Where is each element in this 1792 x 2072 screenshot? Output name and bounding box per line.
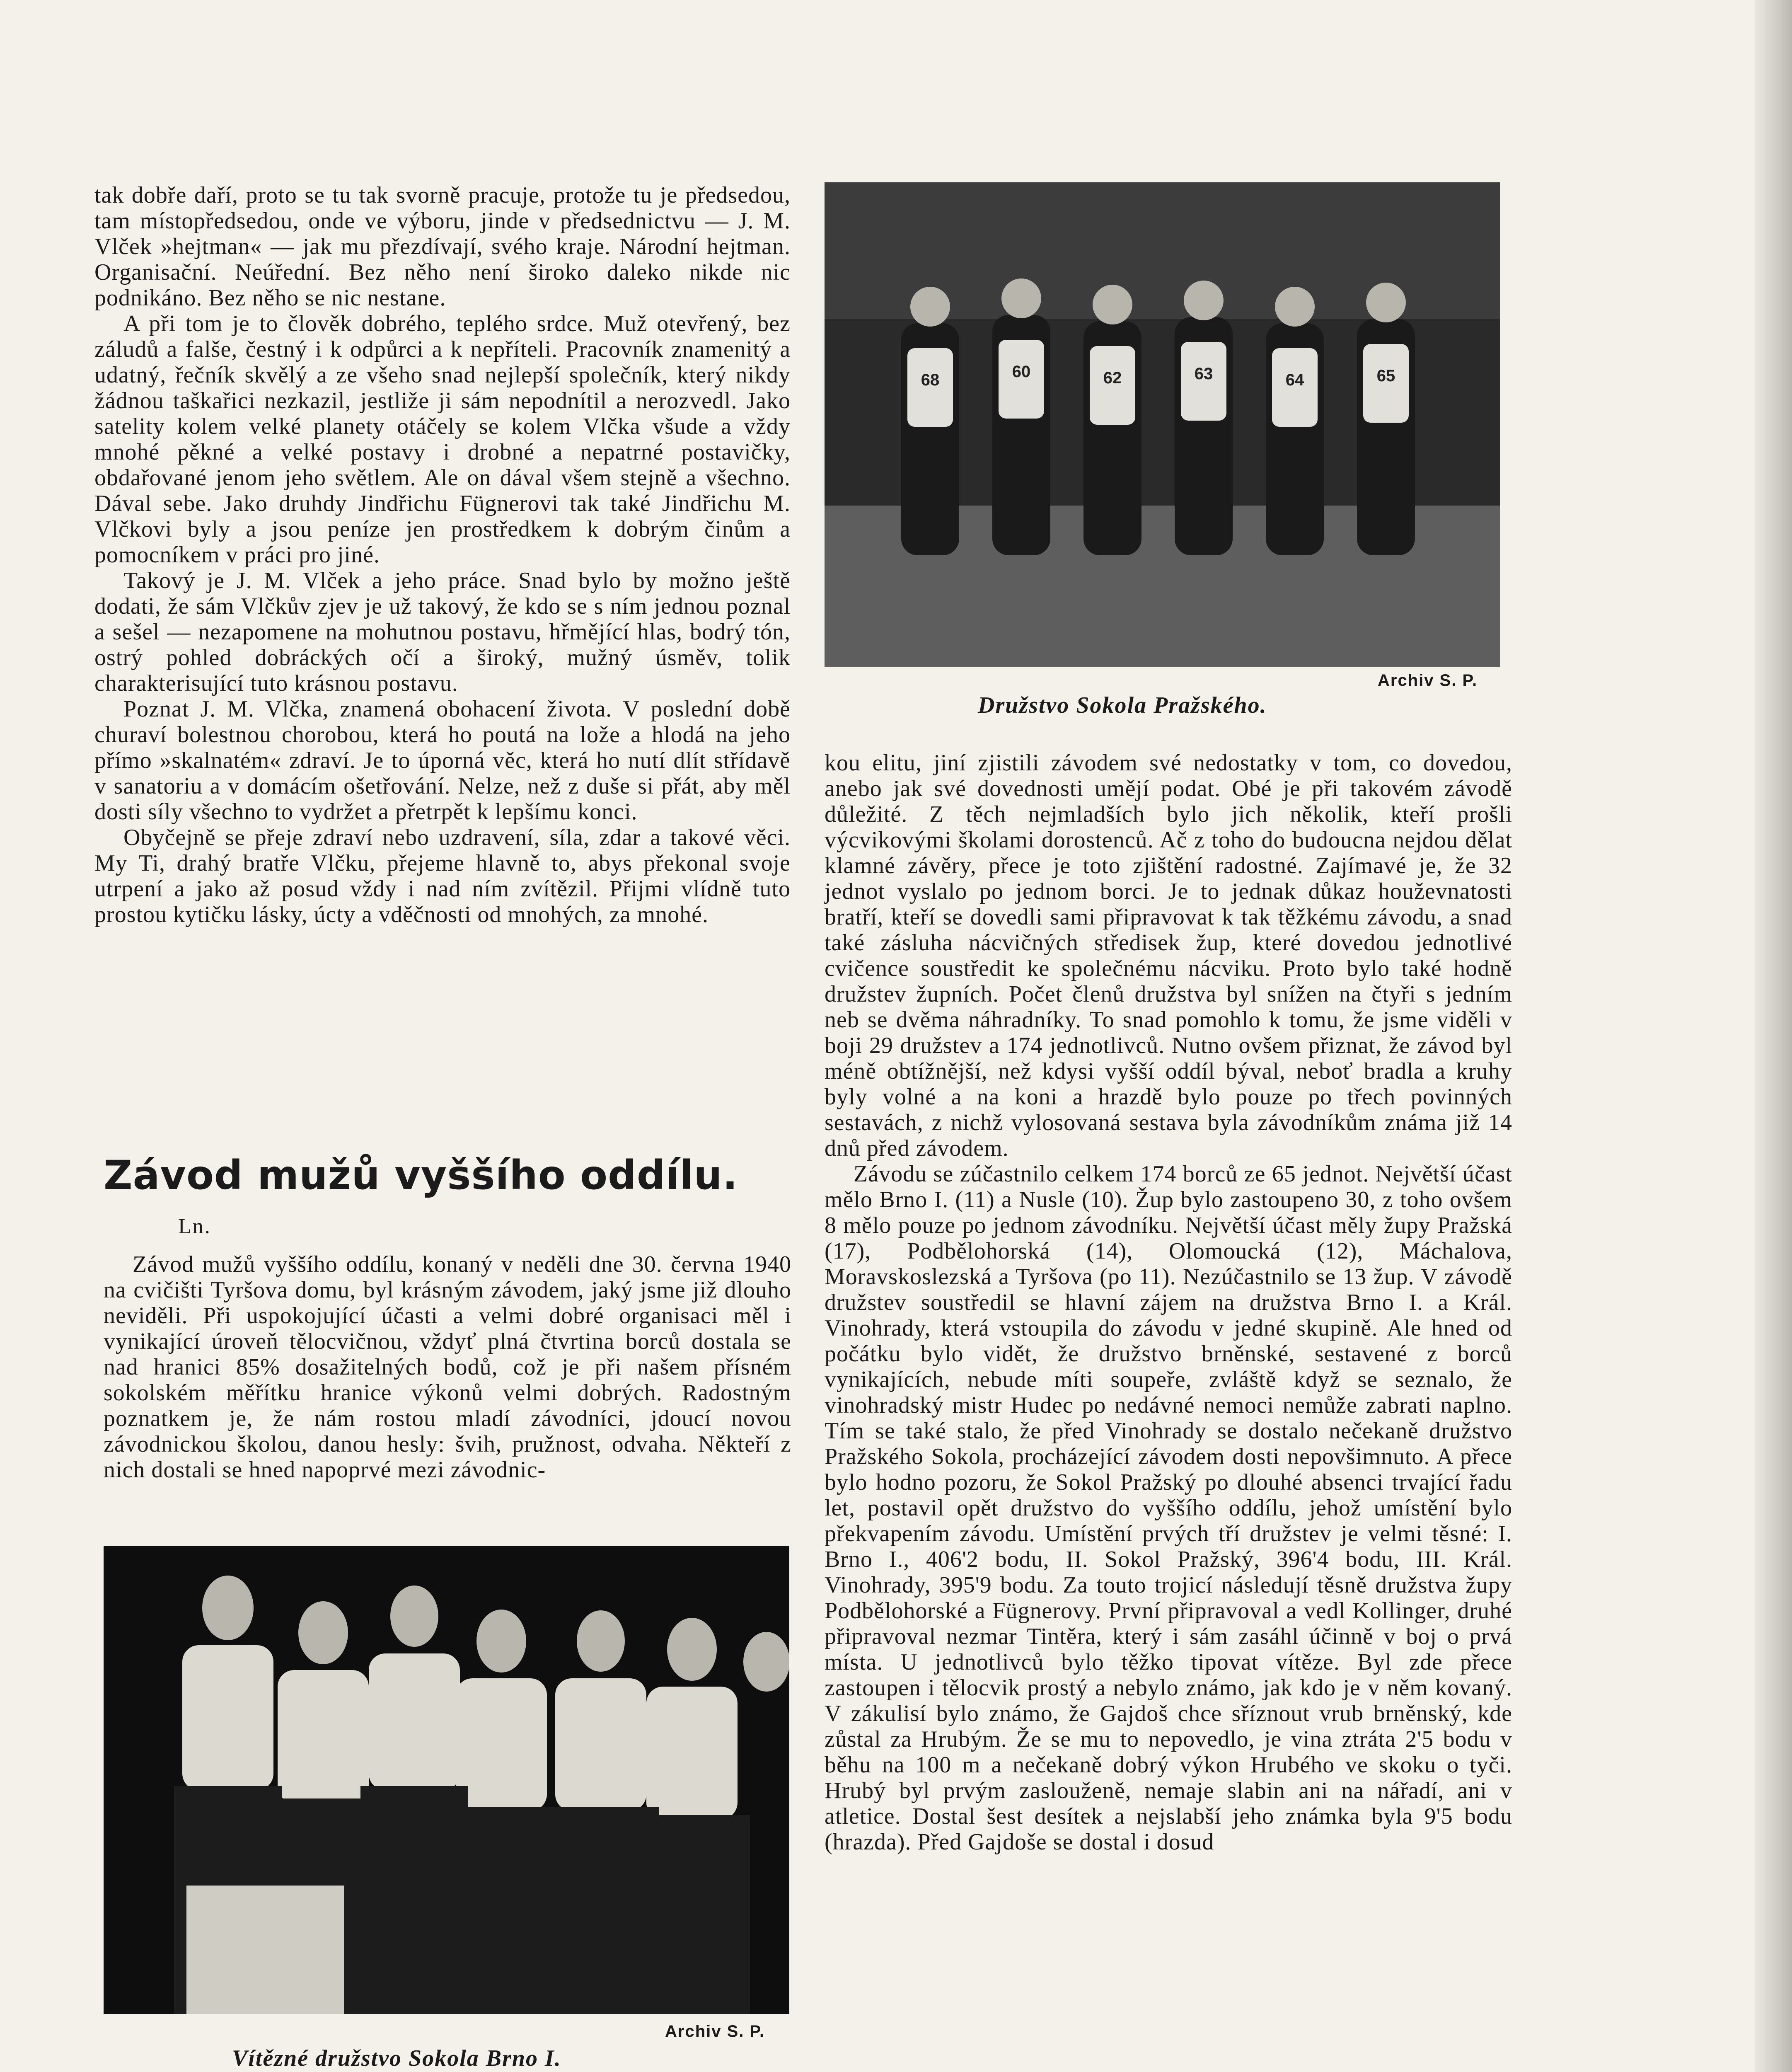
photo-team-brno-image <box>104 1546 789 2014</box>
paragraph: tak dobře daří, proto se tu tak svorně pracuje, protože tu je předsedou, tam místopředsedou, onde ve výboru, jinde v předsednictvu — J. M. Vlček »hejtman« — jak mu přezdívají, svého kraje. Národní hejtman. Organisační. Neúřední. Bez něho není široko daleko nikde nic podnikáno. Bez něho se nic nestane. <box>94 182 791 311</box>
shirt-number: 60 <box>1012 363 1031 381</box>
photo-credit: Archiv S. P. <box>1378 671 1478 690</box>
photo-caption: Vítězné družstvo Sokola Brno I. <box>232 2045 561 2071</box>
section-body-left <box>104 1251 791 1483</box>
paragraph: Závodu se zúčastnilo celkem 174 borců ze 65 jednot. Největší účast mělo Brno I. (11) a Nusle (10). Žup bylo zastoupeno 30, z toho ovšem 8 mělo pouze po jednom závodníku. Největší účast měly župy Pražská (17), Podbělohorská (14), Olomoucká (12), Máchalova, Moravskoslezská a Tyršova (po 11). Nezúčastnilo se 13 žup. V závodě družstev soustředil se hlavní zájem na družstva Brno I. a Král. Vinohrady, která vstoupila do závodu v jedné skupině. Ale hned od počátku bylo vidět, že družstvo brněnské, sestavené z borců vynikajících, nebude míti soupeře, zvláště když se seznalo, že vinohradský mistr Hudec po nedávné nemoci nemůže zabrati naplno. Tím se také stalo, že před Vinohrady se dostalo nečekaně družstvo Pražského Sokola, procházející závodem dosti nepovšimnuto. A přece bylo hodno pozoru, že Sokol Pražský po dlouhé absenci trvající řadu let, postavil opět družstvo do vyššího oddílu, jehož umístění bylo překvapením závodu. Umístění prvých tří družstev je velmi těsné: I. Brno I., 406'2 bodu, II. Sokol Pražský, 396'4 bodu, III. Král. Vinohrady, 395'9 bodu. Za touto trojicí následují těsně družstva župy Podbělohorské a Fügnerovy. První připravoval a vedl Kollinger, druhé připravoval nezmar Tintěra, který i sám zasáhl účinně v boj o prvá místa. U jednotlivců bylo těžko tipovat vítěze. Byl zde přece zastoupen i tělocvik prostý a nebylo známo, jak kdo je v něm kovaný. V zákulisí bylo známo, že Gajdoš chce sříznout vrub brněnský, kde zůstal za Hrubým. Že se mu to nepovedlo, je vina ztráta 2'5 bodu v běhu na 100 m a nečekaně dobrý výkon Hrubého ve skoku o tyči. Hrubý byl prvým zaslouženě, nemaje slabin ani na nářadí, ani v atletice. Dostal šest desítek a nejslabší jeho známka byla 9'5 bodu (hrazda). Před Gajdoše se dostal i dosud <box>825 1161 1512 1855</box>
page-edge-shadow <box>1755 0 1792 2072</box>
shirt-number: 65 <box>1376 367 1395 385</box>
paragraph: Obyčejně se přeje zdraví nebo uzdravení, síla, zdar a takové věci. My Ti, drahý bratře Vlčku, přejeme hlavně to, abys překonal svoje utrpení a jako až posud vždy i nad ním zvítězil. Přijmi vlídně tuto prostou kytičku lásky, úcty a vděčnosti od mnohých, za mnohé. <box>94 825 791 927</box>
shirt-number: 62 <box>1103 369 1122 387</box>
shirt-number: 63 <box>1194 365 1213 383</box>
paragraph: Poznat J. M. Vlčka, znamená obohacení života. V poslední době churaví bolestnou chorobou, která ho poutá na lože a hlodá na jeho přímo »skalnatém« zdraví. Je to úporná věc, která ho nutí dlít střídavě v sanatoriu a v domácím ošetřování. Nelze, než z duše si přát, aby měl dosti síly všechno to vydržet a přetrpět k lepšímu konci. <box>94 696 791 825</box>
shirt-number: 64 <box>1285 371 1304 389</box>
photo-team-brno <box>104 1546 789 2014</box>
paragraph: Takový je J. M. Vlček a jeho práce. Snad bylo by možno ještě dodati, že sám Vlčkův zjev je už takový, že kdo se s ním jednou poznal a sešel — nezapomene na mohutnou postavu, hřmějící hlas, bodrý tón, ostrý pohled dobráckých očí a široký, mužný úsměv, tolik charakterisující tuto krásnou postavu. <box>94 568 791 696</box>
paragraph: A při tom je to člověk dobrého, teplého srdce. Muž otevřený, bez záludů a falše, čestný i k odpůrci a k nepříteli. Pracovník znamenitý a udatný, řečník skvělý a ze všeho snad nejlepší společník, který nikdy žádnou taškařici nezkazil, jestliže ji sám nepodnítil a nerozvedl. Jako satelity kolem velké planety otáčely se kolem Vlčka všude a vždy mnohé pěkné a velké postavy i drobné a nepatrné postavičky, obdařované jenom jeho světlem. Ale on dával všem stejně a všechno. Dával sebe. Jako druhdy Jindřichu Fügnerovi tak také Jindřichu M. Vlčkovi byly a jsou peníze jen prostředkem k dobrým činům a pomocníkem v práci pro jiné. <box>94 311 791 568</box>
section-body-right <box>825 750 1512 1855</box>
photo-caption: Družstvo Sokola Pražského. <box>978 692 1267 718</box>
shirt-number: 68 <box>921 371 940 389</box>
paragraph: kou elitu, jiní zjistili závodem své nedostatky v tom, co dovedou, anebo jak své dovednosti umějí podat. Obé je při takovém závodě důležité. Z těch nejmladších bylo jich několik, kteří prošli výcvikovými školami dorostenců. Ač z toho do budoucna nejdou dělat klamné závěry, přece je toto zjištění radostné. Zajímavé je, že 32 jednot vyslalo po jednom borci. Je to jednak důkaz houževnatosti bratří, kteří se dovedli sami připravovat k tak těžkému závodu, a snad také zásluha nácvičných středisek žup, které dovedou jednotlivé cvičence soustředit ke společnému nácviku. Proto bylo také hodně družstev župních. Počet členů družstva byl snížen na čtyři s jedním neb se dvěma náhradníky. To snad pomohlo k tomu, že jsme viděli v boji 29 družstev a 174 jednotlivců. Nutno ovšem přiznat, že závod byl méně obtížnější, než kdysi vyšší oddíl býval, neboť bradla a kruhy byly volné a na koni a hrazdě bylo pouze po třech povinných sestavách, z nichž vylosovaná sestava byla závodníkům známa již 14 dnů před závodem. <box>825 750 1512 1161</box>
section-title: Závod mužů vyššího oddílu. <box>104 1152 738 1198</box>
article-continued <box>94 182 791 927</box>
photo-credit: Archiv S. P. <box>665 2022 765 2041</box>
photo-team-prague <box>825 182 1500 667</box>
photo-team-prague-image <box>825 182 1500 667</box>
author-initials: Ln. <box>178 1215 211 1238</box>
paragraph: Závod mužů vyššího oddílu, konaný v neděli dne 30. června 1940 na cvičišti Tyršova domu, byl krásným závodem, jaký jsme již dlouho neviděli. Při uspokojující účasti a velmi dobré organisaci měl i vynikající úroveň tělocvičnou, vždyť plná čtvrtina borců dostala se nad hranici 85% dosažitelných bodů, což je při našem přísném sokolském měřítku hranice výkonů velmi dobrých. Radostným poznatkem je, že nám rostou mladí závodníci, jdoucí novou závodnickou školou, danou hesly: švih, pružnost, odvaha. Někteří z nich dostali se hned napoprvé mezi závodnic- <box>104 1251 791 1483</box>
